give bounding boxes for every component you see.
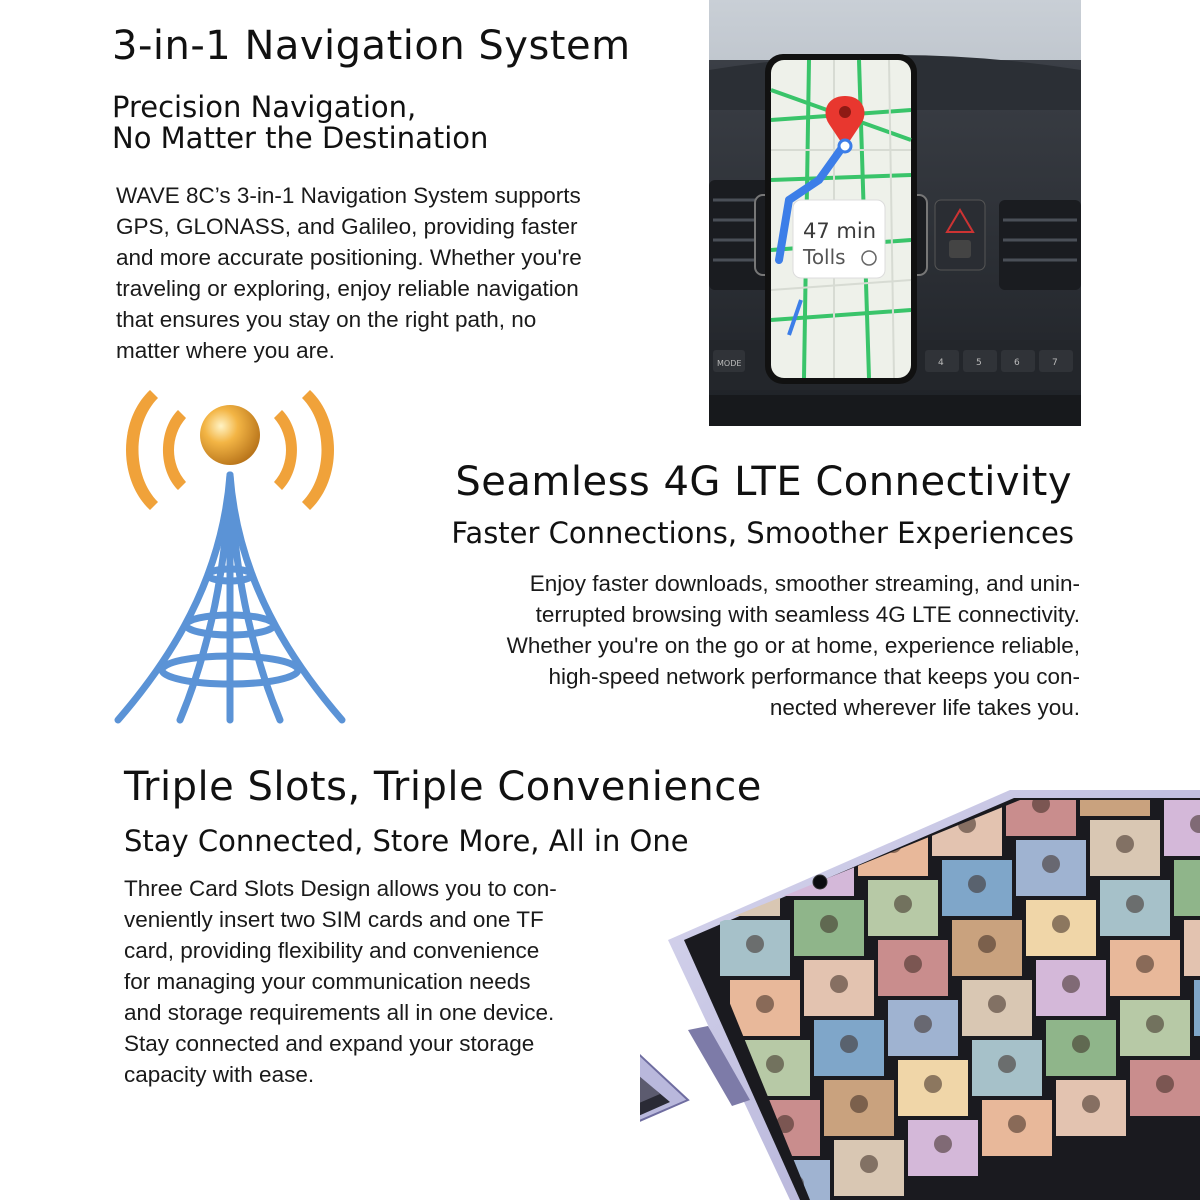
photo-subject xyxy=(850,1095,868,1113)
navigation-description-line: WAVE 8C’s 3-in-1 Navigation System supports xyxy=(116,183,581,208)
lte-description-line: Whether you're on the go or at home, experience reliable, xyxy=(506,633,1080,658)
phone-photo-gallery xyxy=(640,790,1200,1200)
photo-subject xyxy=(874,790,892,793)
photo-subject xyxy=(968,875,986,893)
slots-subtitle: Stay Connected, Store More, All in One xyxy=(124,824,689,858)
navigation-subtitle-line-1: Precision Navigation, xyxy=(112,90,417,124)
photo-subject xyxy=(1072,1035,1090,1053)
car-mount-illustration xyxy=(709,0,1081,426)
photo-subject xyxy=(746,935,764,953)
photo-subject xyxy=(1082,1095,1100,1113)
slots-title: Triple Slots, Triple Convenience xyxy=(124,764,762,810)
air-vent-right xyxy=(999,200,1081,290)
dash-button-7: 7 xyxy=(1052,358,1058,368)
photo-subject xyxy=(978,935,996,953)
photo-subject xyxy=(894,895,912,913)
lte-description-line: high-speed network performance that keeps you con- xyxy=(548,664,1080,689)
photo-subject xyxy=(1008,1115,1026,1133)
navigation-description-line: matter where you are. xyxy=(116,338,335,363)
navigation-subtitle xyxy=(112,92,488,155)
dash-button-5: 5 xyxy=(976,358,982,368)
sim-card-tray xyxy=(640,1046,688,1164)
slots-description-line: capacity with ease. xyxy=(124,1062,315,1087)
photo-thumbnail xyxy=(848,790,918,816)
dash-button-mode: MODE xyxy=(717,359,742,368)
slots-description-line: veniently insert two SIM cards and one TF xyxy=(124,907,544,932)
photo-thumbnail xyxy=(774,790,844,836)
slots-description-line: for managing your communication needs xyxy=(124,969,531,994)
navigation-description-line: traveling or exploring, enjoy reliable navigation xyxy=(116,276,579,301)
photo-thumbnail xyxy=(1184,920,1200,976)
lte-description-line: Enjoy faster downloads, smoother streaming, and unin- xyxy=(529,571,1080,596)
slots-description-line: Stay connected and expand your storage xyxy=(124,1031,535,1056)
map-travel-time: 47 min xyxy=(803,219,876,243)
photo-thumbnail xyxy=(922,790,992,796)
photo-subject xyxy=(1126,895,1144,913)
photo-subject xyxy=(820,915,838,933)
photo-subject xyxy=(810,855,828,873)
slots-description xyxy=(124,873,624,1090)
photo-subject xyxy=(1062,975,1080,993)
dash-button-4: 4 xyxy=(938,358,944,368)
photo-subject xyxy=(924,1075,942,1093)
photo-subject xyxy=(800,795,818,813)
lte-description-line: nected wherever life takes you. xyxy=(769,695,1080,720)
photo-subject xyxy=(1136,955,1154,973)
photo-subject xyxy=(1156,1075,1174,1093)
photo-subject xyxy=(860,1155,878,1173)
photo-thumbnail xyxy=(1194,980,1200,1036)
navigation-description-line: GPS, GLONASS, and Galileo, providing faster xyxy=(116,214,578,239)
slots-description-line: and storage requirements all in one device. xyxy=(124,1000,555,1025)
photo-subject xyxy=(1052,915,1070,933)
navigation-subtitle-line-2: No Matter the Destination xyxy=(112,121,489,156)
photo-subject xyxy=(1042,855,1060,873)
navigation-title: 3-in-1 Navigation System xyxy=(112,23,631,69)
dash-button-6: 6 xyxy=(1014,358,1020,368)
lte-subtitle: Faster Connections, Smoother Experiences xyxy=(451,516,1074,550)
photo-subject xyxy=(934,1135,952,1153)
cell-tower-icon xyxy=(110,380,350,730)
photo-subject xyxy=(904,955,922,973)
photo-subject xyxy=(914,1015,932,1033)
lte-description-line: terrupted browsing with seamless 4G LTE connectivity. xyxy=(535,602,1080,627)
navigation-description-line: that ensures you stay on the right path, no xyxy=(116,307,537,332)
photo-subject xyxy=(756,995,774,1013)
photo-thumbnail xyxy=(700,800,770,856)
photo-subject xyxy=(830,975,848,993)
photo-subject xyxy=(840,1035,858,1053)
navigation-description xyxy=(116,180,656,366)
lte-description xyxy=(420,568,1080,723)
front-camera-icon xyxy=(813,875,827,889)
photo-subject xyxy=(766,1055,784,1073)
slots-description-line: card, providing flexibility and convenience xyxy=(124,938,540,963)
photo-subject xyxy=(726,815,744,833)
photo-subject xyxy=(1146,1015,1164,1033)
car-mount-photo xyxy=(709,0,1081,426)
lte-title: Seamless 4G LTE Connectivity xyxy=(455,459,1072,505)
photo-subject xyxy=(1116,835,1134,853)
photo-subject xyxy=(988,995,1006,1013)
photo-thumbnail xyxy=(1174,860,1200,916)
navigation-description-line: and more accurate positioning. Whether you're xyxy=(116,245,582,270)
map-tolls-label: Tolls xyxy=(803,245,846,269)
photo-subject xyxy=(998,1055,1016,1073)
slots-description-line: Three Card Slots Design allows you to con- xyxy=(124,876,557,901)
photo-subject xyxy=(736,875,754,893)
